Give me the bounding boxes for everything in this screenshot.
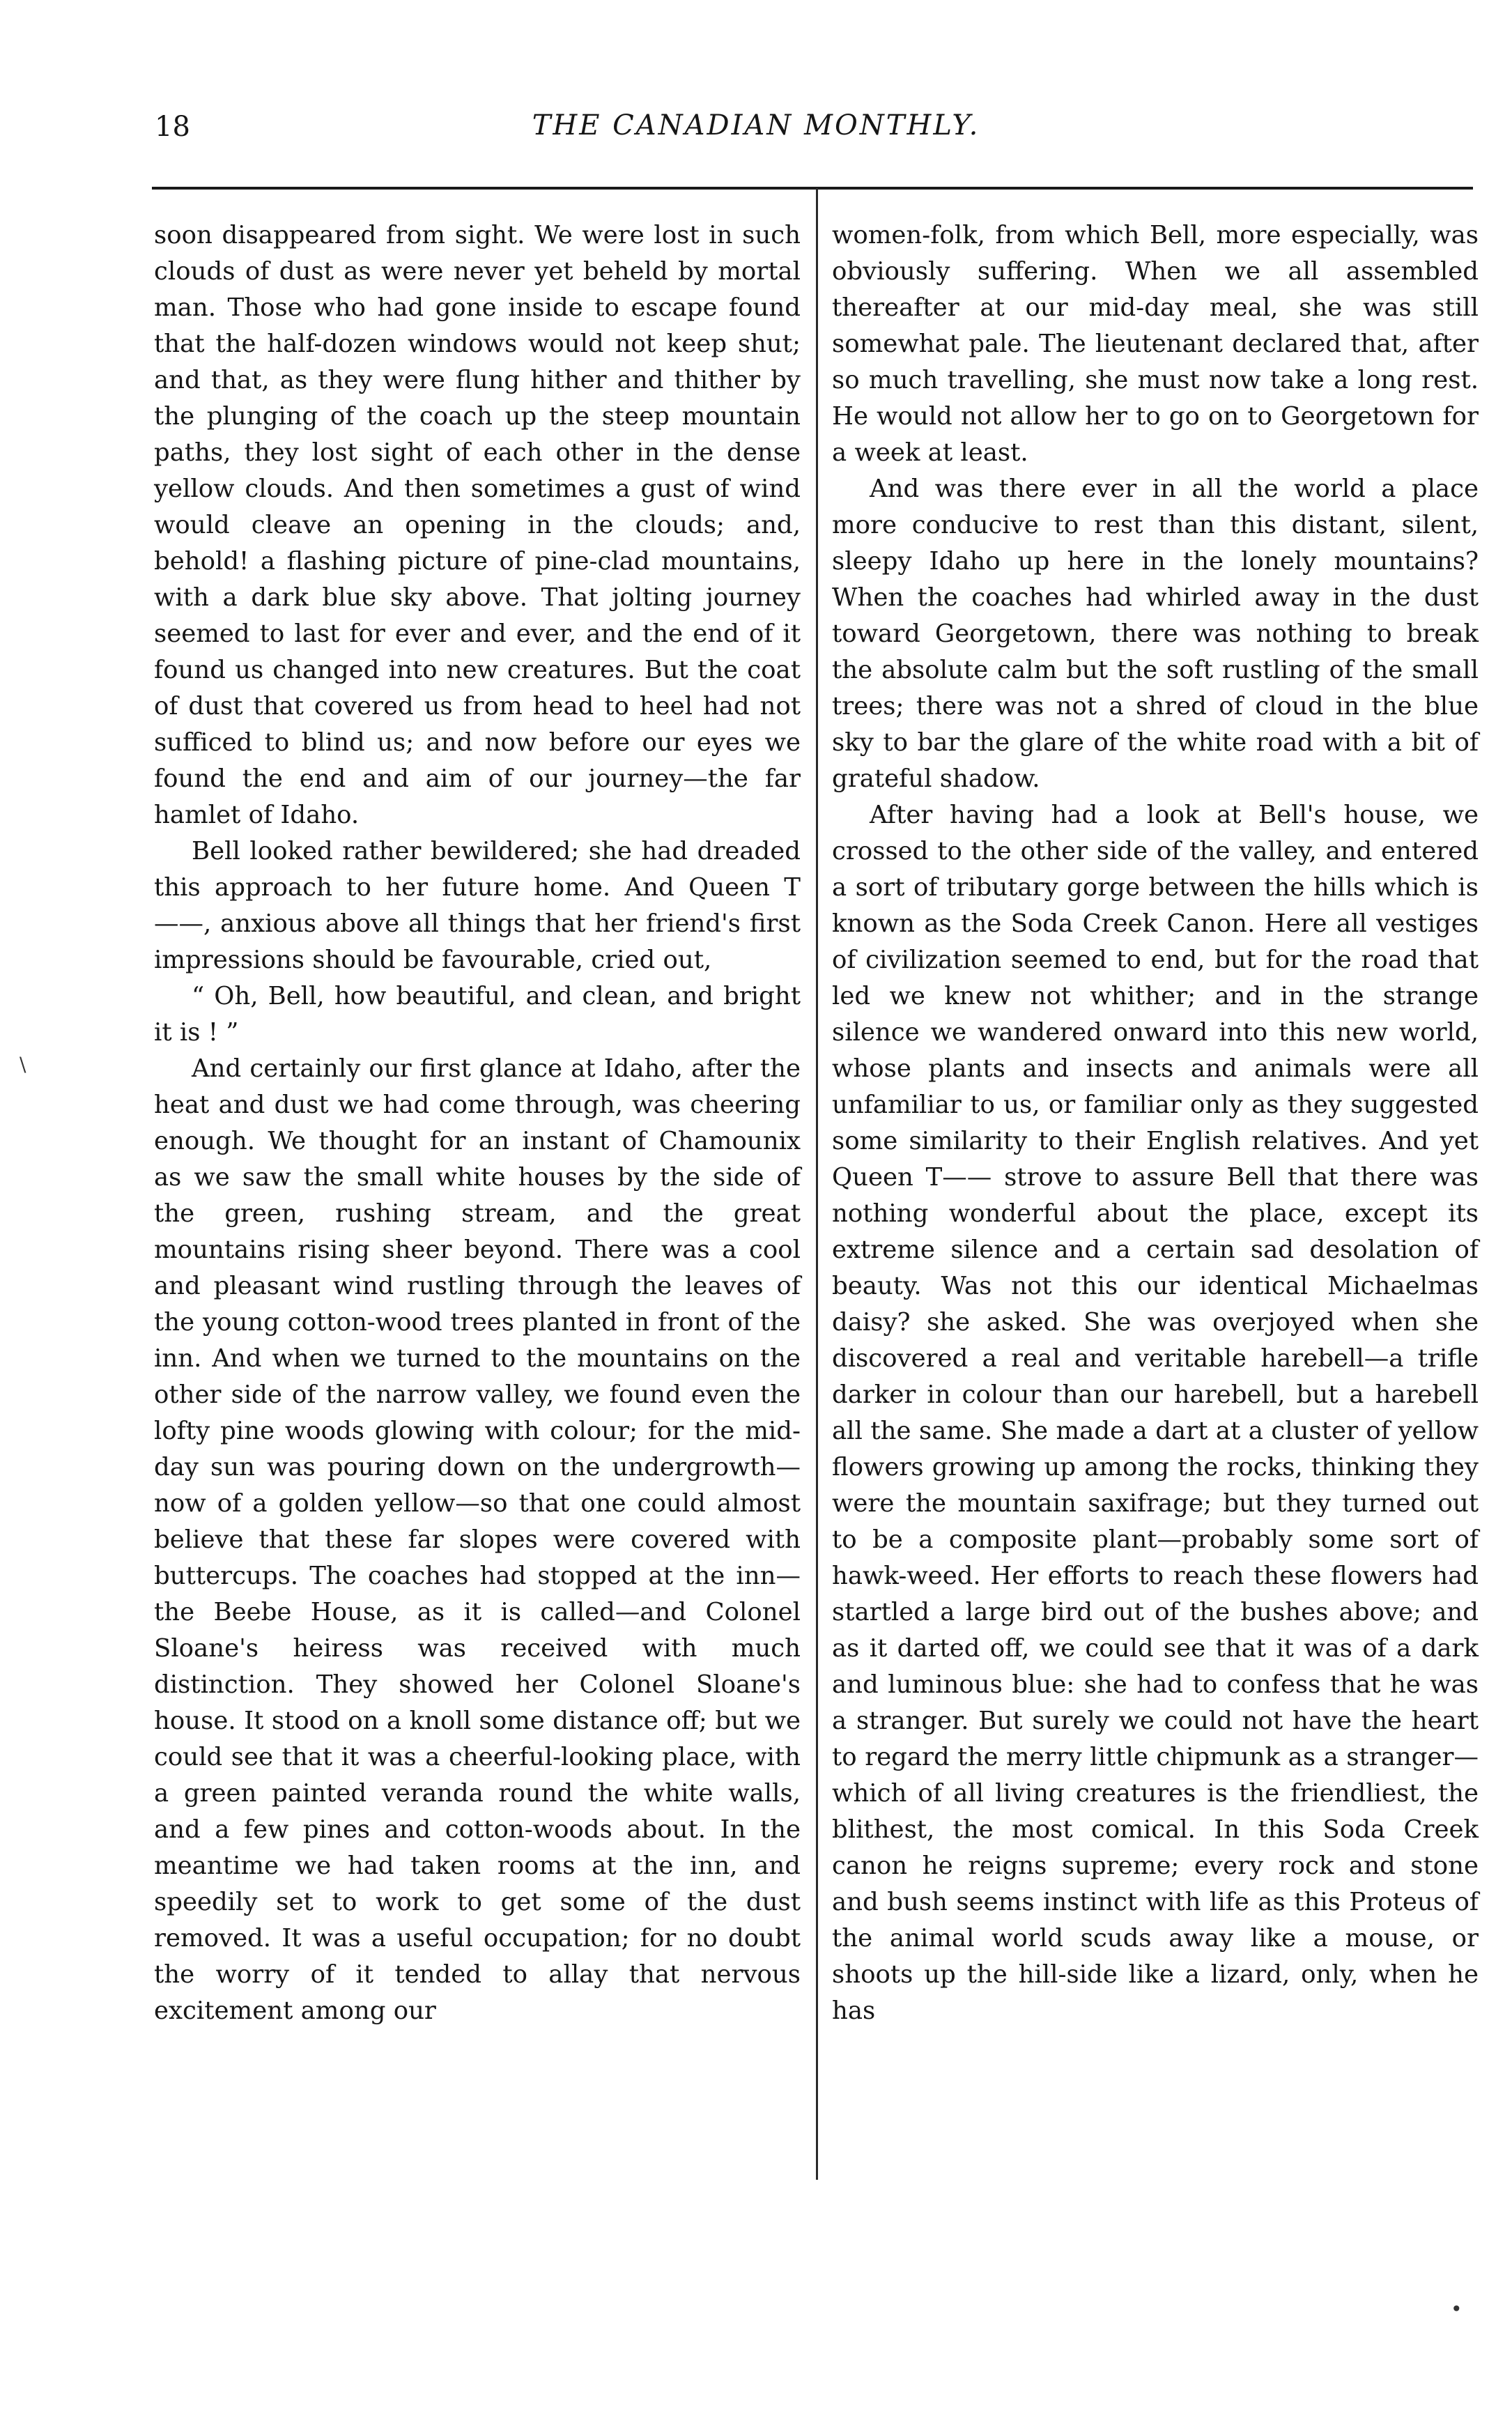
running-title: THE CANADIAN MONTHLY. (532, 109, 980, 141)
paragraph: After having had a look at Bell's house, we crossed to the other side of the valley, and entered a sort of tributary gorge between the hills which is known as the Soda Creek Canon. Here all vestiges of civilization seemed to end, but for the road that led we knew not whither; and in the strange silence we wandered onward into this new world, whose plants and insects and animals were all unfamiliar to us, or familiar only as they suggested some similarity to their English relatives. And yet Queen T—— strove to assure Bell that there was nothing wonderful about the place, except its extreme silence and a certain sad desolation of beauty. Was not this our identical Michaelmas daisy? she asked. She was overjoyed when she discovered a real and veritable harebell—a trifle darker in colour than our harebell, but a harebell all the same. She made a dart at a cluster of yellow flowers growing up among the rocks, thinking they were the mountain saxifrage; but they turned out to be a composite plant—probably some sort of hawk-weed. Her efforts to reach these flowers had startled a large bird out of the bushes above; and as it darted off, we could see that it was of a dark and luminous blue: she had to confess that he was a stranger. But surely we could not have the heart to regard the merry little chipmunk as a stranger—which of all living creatures is the friendliest, the blithest, the most comical. In this Soda Creek canon he reigns supreme; every rock and stone and bush seems instinct with life as this Proteus of the animal world scuds away like a mouse, or shoots up the hill-side like a lizard, only, when he has (832, 801, 1479, 2025)
header-rule (152, 187, 1473, 190)
paragraph: soon disappeared from sight. We were lost in such clouds of dust as were never yet beheld by mortal man. Those who had gone inside to escape found that the half-dozen windows would not keep shut; and that, as they were flung hither and thither by the plunging of the coach up the steep mountain paths, they lost sight of each other in the dense yellow clouds. And then sometimes a gust of wind would cleave an opening in the clouds; and, behold! a flashing picture of pine-clad mountains, with a dark blue sky above. That jolting journey seemed to last for ever and ever, and the end of it found us changed into new creatures. But the coat of dust that covered us from head to heel had not sufficed to blind us; and now before our eyes we found the end and aim of our journey—the far hamlet of Idaho. (154, 221, 801, 829)
scan-speck: \ (20, 1053, 26, 1076)
paragraph: And certainly our first glance at Idaho, after the heat and dust we had come through, was cheering enough. We thought for an instant of Chamounix as we saw the small white houses by the side of the green, rushing stream, and the great mountains rising sheer beyond. There was a cool and pleasant wind rustling through the leaves of the young cotton-wood trees planted in front of the inn. And when we turned to the mountains on the other side of the narrow valley, we found even the lofty pine woods glowing with colour; for the mid-day sun was pouring down on the undergrowth—now of a golden yellow—so that one could almost believe that these far slopes were covered with buttercups. The coaches had stopped at the inn—the Beebe House, as it is called—and Colonel Sloane's heiress was received with much distinction. They showed her Colonel Sloane's house. It stood on a knoll some distance off; but we could see that it was a cheerful-looking place, with a green painted veranda round the white walls, and a few pines and cotton-woods about. In the meantime we had taken rooms at the inn, and speedily set to work to get some of the dust removed. It was a useful occupation; for no doubt the worry of it tended to allay that nervous excitement among our (154, 1054, 801, 2025)
paragraph: women-folk, from which Bell, more especially, was obviously suffering. When we all assembled thereafter at our mid-day meal, she was still somewhat pale. The lieutenant declared that, after so much travelling, she must now take a long rest. He would not allow her to go on to Georgetown for a week at least. (832, 221, 1479, 467)
left-column (154, 217, 801, 2029)
paragraph: And was there ever in all the world a place more conducive to rest than this distant, silent, sleepy Idaho up here in the lonely mountains? When the coaches had whirled away in the dust toward Georgetown, there was nothing to break the absolute calm but the soft rustling of the small trees; there was not a shred of cloud in the blue sky to bar the glare of the white road with a bit of grateful shadow. (832, 475, 1479, 793)
column-divider (816, 188, 818, 2180)
page-number: 18 (155, 111, 190, 143)
scan-speck: • (1451, 2298, 1463, 2321)
paragraph: “ Oh, Bell, how beautiful, and clean, and bright it is ! ” (154, 982, 801, 1047)
paragraph: Bell looked rather bewildered; she had dreaded this approach to her future home. And Queen T——, anxious above all things that her friend's first impressions should be favourable, cried out, (154, 837, 801, 974)
right-column (832, 217, 1479, 2029)
